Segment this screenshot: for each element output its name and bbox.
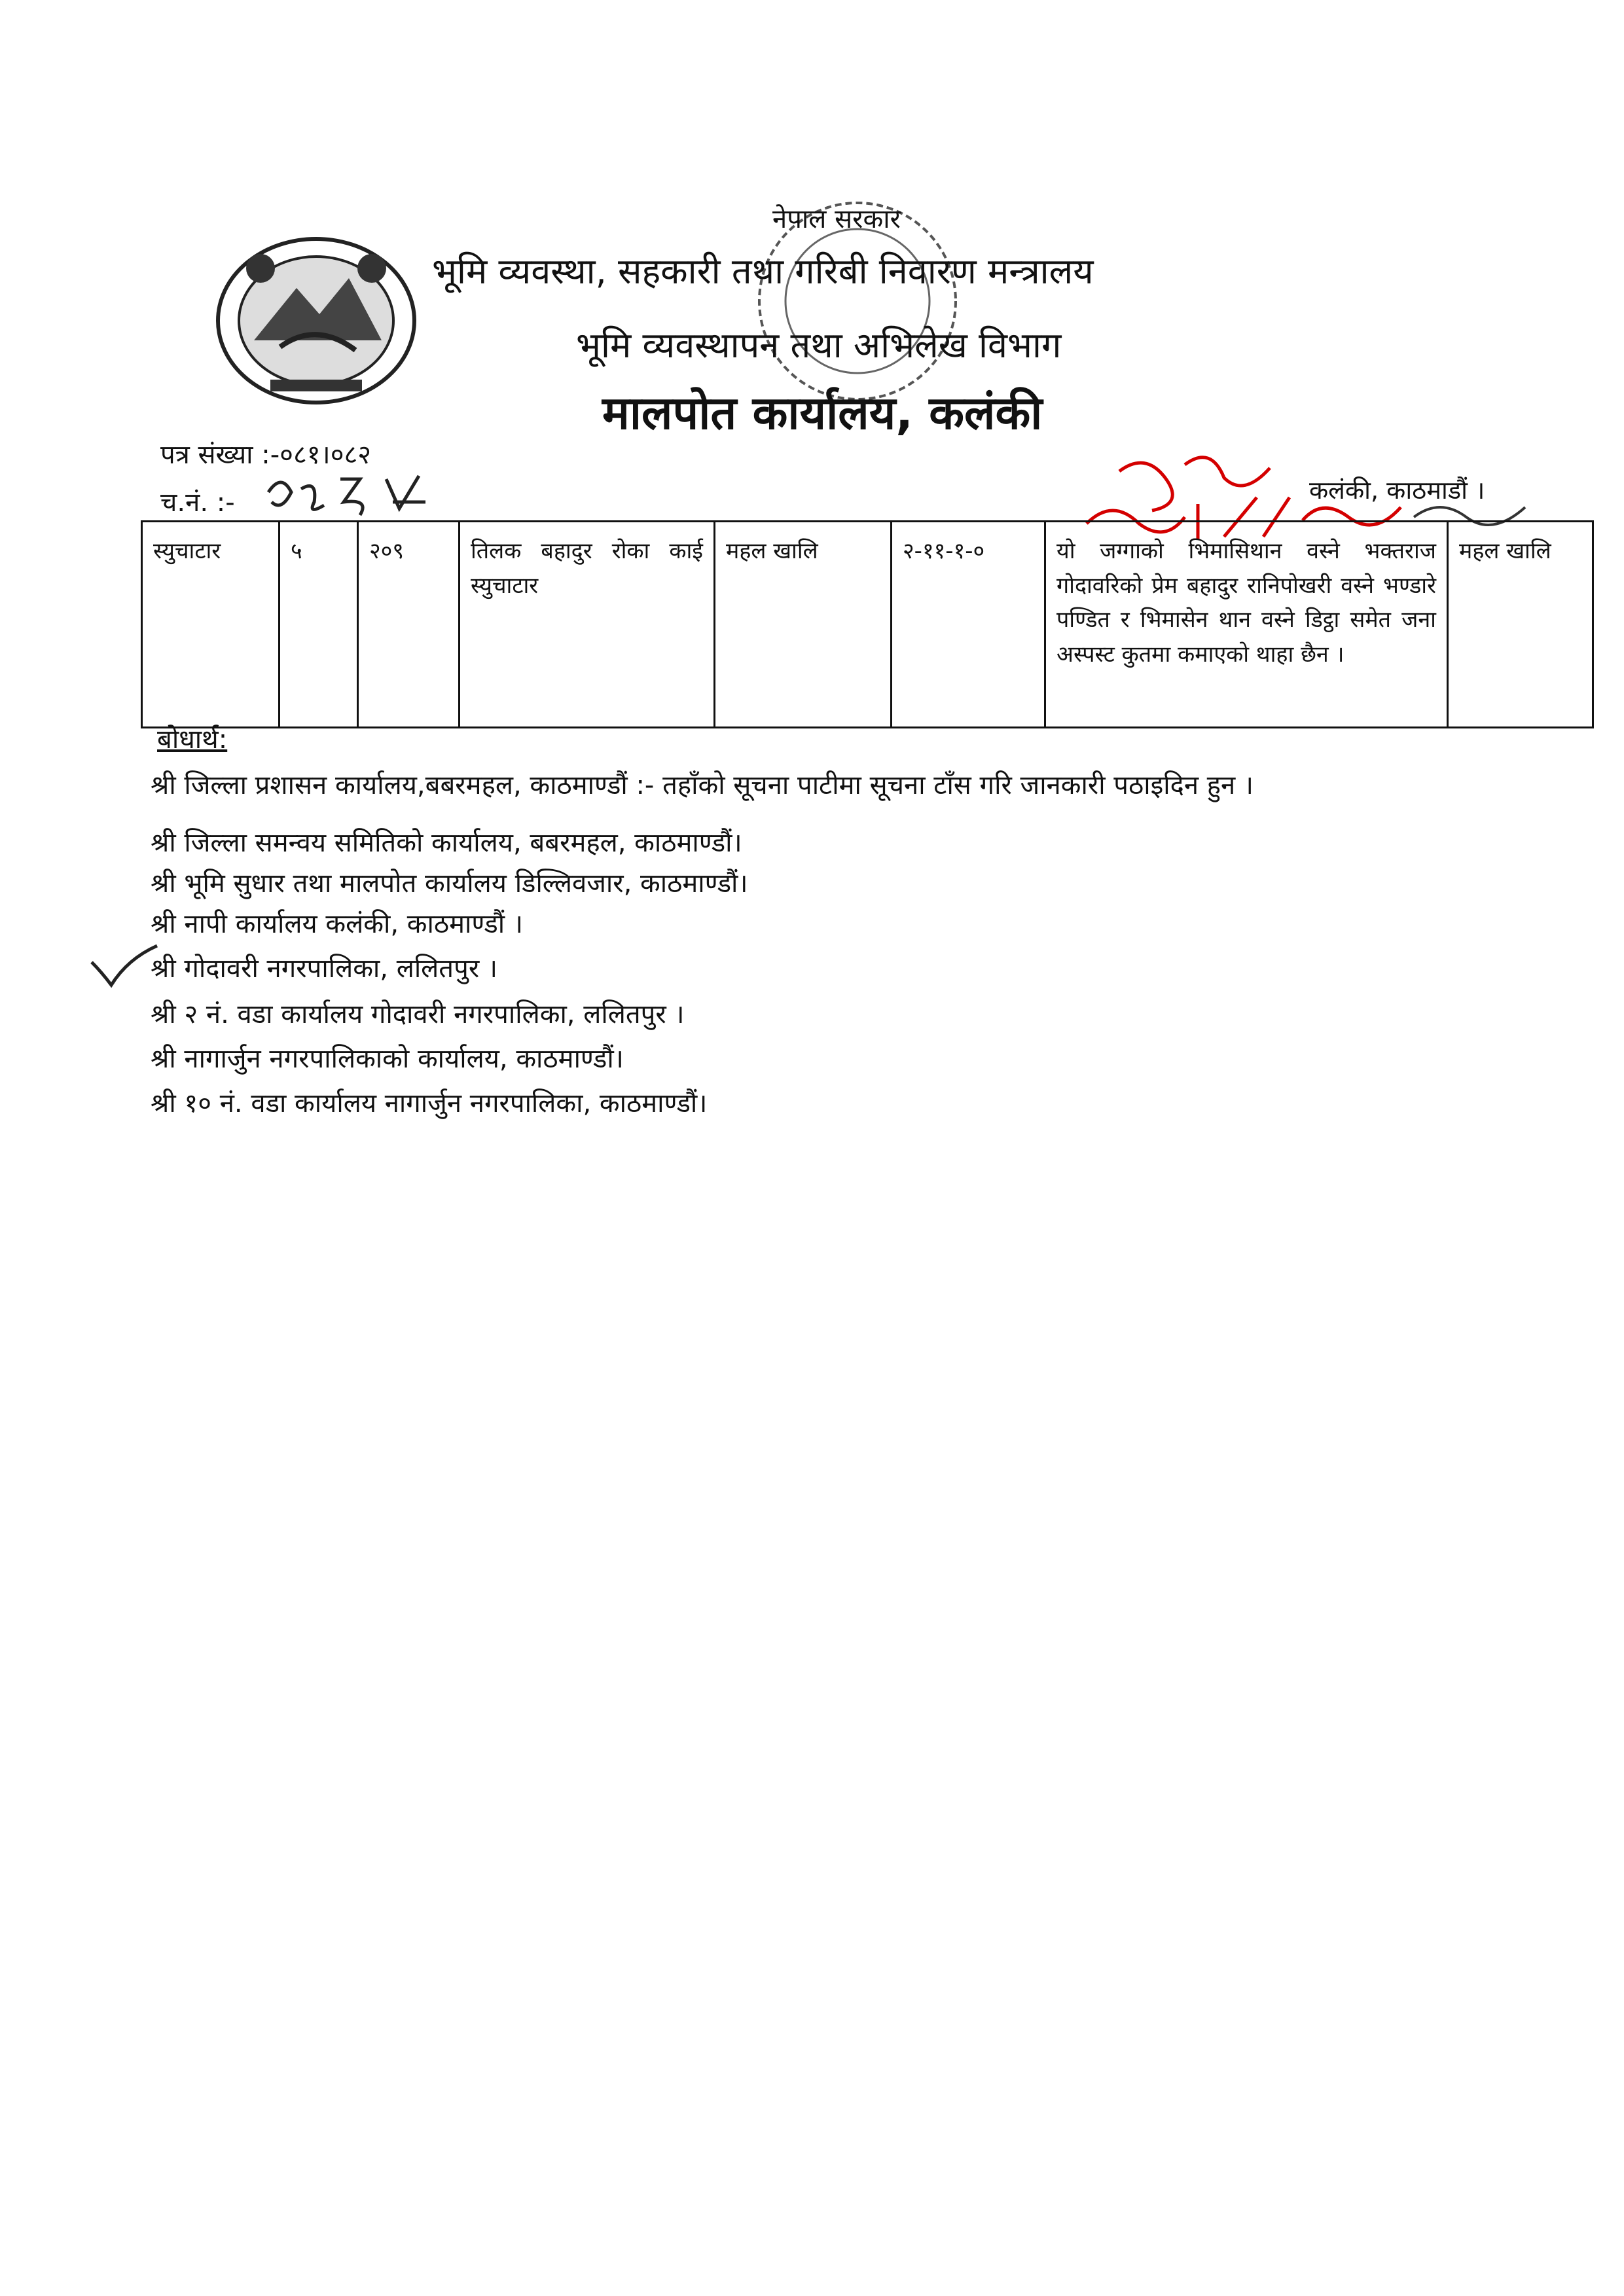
table-cell: २-११-१-० bbox=[892, 522, 1045, 728]
list-item: श्री जिल्ला समन्वय समितिको कार्यालय, बबरमहल, काठमाण्डौं। bbox=[151, 828, 742, 858]
cc-heading: बोधार्थ: bbox=[157, 725, 228, 755]
table-cell: तिलक बहादुर रोका काई स्युचाटार bbox=[460, 522, 715, 728]
table-row bbox=[142, 522, 1593, 728]
list-item: श्री भूमि सुधार तथा मालपोत कार्यालय डिल्लिवजार, काठमाण्डौं। bbox=[151, 869, 748, 899]
handwritten-tick-icon bbox=[88, 942, 160, 988]
list-item: श्री गोदावरी नगरपालिका, ललितपुर । bbox=[151, 954, 498, 984]
handwritten-dispatch-number bbox=[262, 466, 432, 525]
nepal-emblem-icon bbox=[208, 216, 424, 412]
dispatch-label: च.नं. :- bbox=[160, 488, 235, 518]
ministry-name: भूमि व्यवस्था, सहकारी तथा गरिबी निवारण मन्त्रालय bbox=[432, 251, 1094, 292]
letter-number: पत्र संख्या :-०८१।०८२ bbox=[160, 440, 372, 470]
table-cell: महल खालि bbox=[1448, 522, 1593, 728]
list-item: श्री नागार्जुन नगरपालिकाको कार्यालय, काठमाण्डौं। bbox=[151, 1044, 624, 1074]
table-cell: महल खालि bbox=[715, 522, 892, 728]
department-name: भूमि व्यवस्थापन तथा अभिलेख विभाग bbox=[576, 325, 1062, 366]
govt-name: नेपाल सरकार bbox=[772, 204, 901, 234]
list-item: श्री नापी कार्यालय कलंकी, काठमाण्डौं । bbox=[151, 909, 524, 939]
table-cell: यो जग्गाको भिमासिथान वस्ने भक्तराज गोदावरिको प्रेम बहादुर रानिपोखरी वस्ने भण्डारे पण्डित र भिमासेन थान वस्ने डिट्ठा समेत जना अस्पस्ट कुतमा कमाएको थाहा छैन । bbox=[1045, 522, 1448, 728]
table-cell: २०९ bbox=[358, 522, 460, 728]
office-name: मालपोत कार्यालय, कलंकी bbox=[602, 386, 1043, 440]
list-item: श्री १० नं. वडा कार्यालय नागार्जुन नगरपालिका, काठमाण्डौं। bbox=[151, 1088, 708, 1119]
place-date-line: कलंकी, काठमाडौं । bbox=[1309, 476, 1485, 505]
table-cell: ५ bbox=[280, 522, 358, 728]
list-item: श्री जिल्ला प्रशासन कार्यालय,बबरमहल, काठमाण्डौं :- तहाँको सूचना पाटीमा सूचना टाँस गरि जानकारी पठाइदिन हुन । bbox=[151, 770, 1254, 800]
list-item: श्री २ नं. वडा कार्यालय गोदावरी नगरपालिका, ललितपुर । bbox=[151, 999, 685, 1030]
table-cell: स्युचाटार bbox=[142, 522, 280, 728]
record-table bbox=[141, 520, 1594, 728]
